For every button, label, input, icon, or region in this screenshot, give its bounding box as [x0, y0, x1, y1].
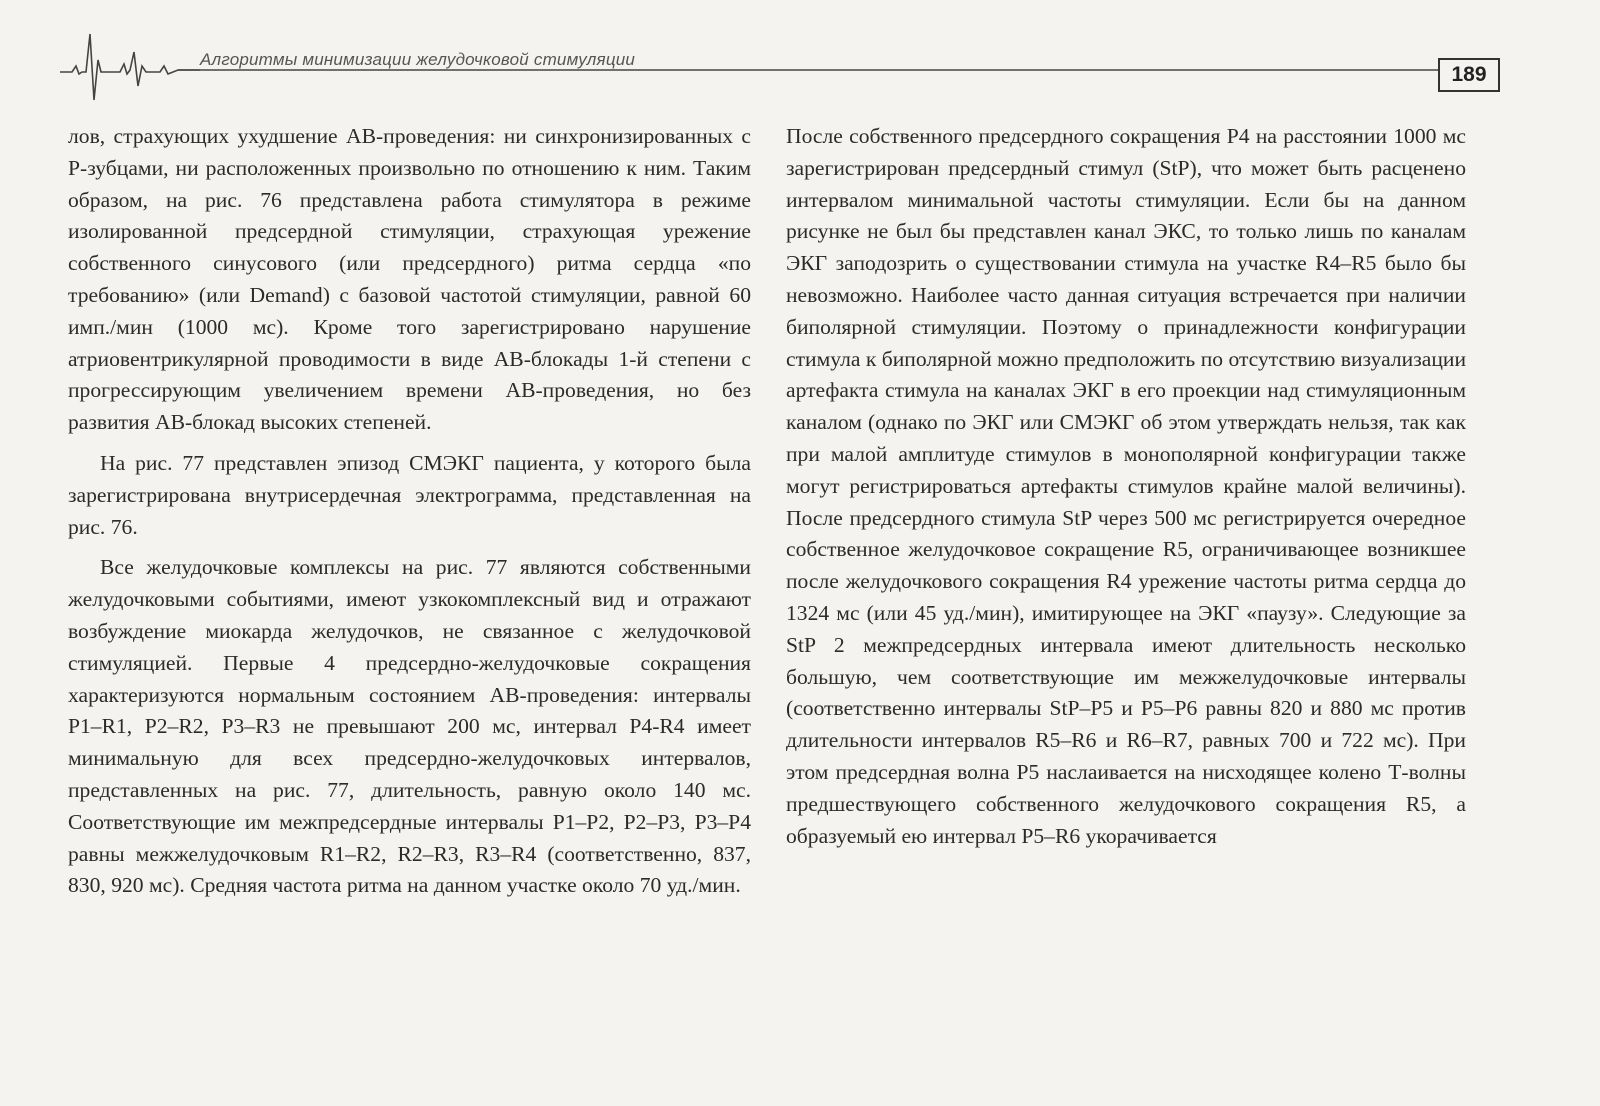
page-number: 189 [1438, 58, 1500, 92]
paragraph: После собственного предсердного сокращения P4 на расстоянии 1000 мс зарегистрирован предсердный стимул (StP), что может быть расценено интервалом минимальной частоты стимуляции. Если бы на данном рисунке не был бы представлен канал ЭКС, то только лишь по каналам ЭКГ заподозрить о существовании стимула на участке R4–R5 было бы невозможно. Наиболее часто данная ситуация встречается при наличии биполярной стимуляции. Поэтому о принадлежности конфигурации стимула к биполярной можно предположить по отсутствию визуализации артефакта стимула на каналах ЭКГ в его проекции над стимуляционным каналом (однако по ЭКГ или СМЭКГ об этом утверждать нельзя, так как при малой амплитуде стимулов в монополярной конфигурации также могут регистрироваться артефакты стимулов крайне малой величины). После предсердного стимула StP через 500 мс регистрируется очередное собственное желудочковое сокращение R5, ограничивающее возникшее после желудочкового сокращения R4 урежение частоты ритма сердца до 1324 мс (или 45 уд./мин), имитирующее на ЭКГ «паузу». Следующие за StP 2 межпредсердных интервала имеют длительность несколько большую, чем соответствующие им межжелудочковые интервалы (соответственно интервалы StP–P5 и P5–P6 равны 820 и 880 мс против длительности интервалов R5–R6 и R6–R7, равных 700 и 722 мс). При этом предсердная волна P5 наслаивается на нисходящее колено Т-волны предшествующего собственного желудочкового сокращения R5, а образуемый ею интервал P5–R6 укорачивается [786, 124, 1466, 848]
ecg-wave-icon [60, 30, 1510, 110]
paragraph: лов, страхующих ухудшение АВ-проведения: ни синхронизированных с Р-зубцами, ни расположенных произвольно по отношению к ним. Таким образом, на рис. 76 представлена работа стимулятора в режиме изолированной предсердной стимуляции, страхующая урежение собственного синусового (или предсердного) ритма сердца «по требованию» (или Demand) с базовой частотой стимуляции, равной 60 имп./мин (1000 мс). Кроме того зарегистрировано нарушение атриовентрикулярной проводимости в виде АВ-блокады 1-й степени с прогрессирующим увеличением времени АВ-проведения, но без развития АВ-блокад высоких степеней. [68, 124, 751, 435]
page-header [60, 30, 1510, 110]
left-column [68, 121, 751, 902]
running-title: Алгоритмы минимизации желудочковой стимуляции [200, 50, 636, 69]
paragraph: На рис. 77 представлен эпизод СМЭКГ пациента, у которого была зарегистрирована внутрисердечная электрограмма, представленная на рис. 76. [68, 450, 751, 539]
right-column [786, 121, 1466, 852]
paragraph: Все желудочковые комплексы на рис. 77 являются собственными желудочковыми событиями, имеют узкокомплексный вид и отражают возбуждение миокарда желудочков, не связанное с желудочковой стимуляцией. Первые 4 предсердно-желудочковые сокращения характеризуются нормальным состоянием АВ-проведения: интервалы P1–R1, P2–R2, P3–R3 не превышают 200 мс, интервал P4-R4 имеет минимальную для всех предсердно-желудочковых интервалов, представленных на рис. 77, длительность, равную около 140 мс. Соответствующие им межпредсердные интервалы P1–P2, P2–P3, P3–P4 равны межжелудочковым R1–R2, R2–R3, R3–R4 (соответственно, 837, 830, 920 мс). Средняя частота ритма на данном участке около 70 уд./мин. [68, 555, 751, 898]
